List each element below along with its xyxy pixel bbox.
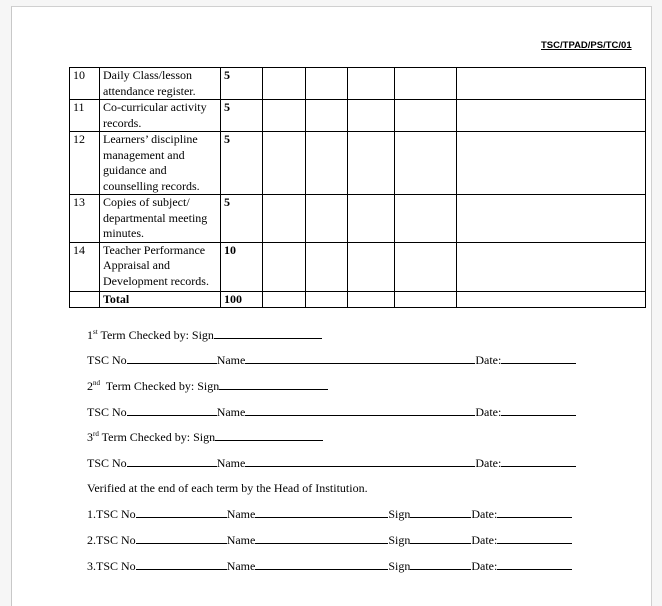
empty-cell[interactable] [348, 195, 395, 243]
total-label: Total [100, 291, 221, 308]
max-score: 5 [221, 195, 263, 243]
row-number: 10 [70, 68, 100, 100]
head3-date-field[interactable] [497, 558, 572, 570]
record-item: Co-curricular activity records. [100, 100, 221, 132]
empty-cell[interactable] [306, 242, 348, 291]
head1-tsc-field[interactable] [136, 506, 227, 518]
empty-cell[interactable] [348, 132, 395, 195]
term2-sign-field[interactable] [219, 378, 328, 390]
empty-cell[interactable] [306, 68, 348, 100]
head1-date-field[interactable] [497, 506, 572, 518]
term1-details-line: TSC No Name Date: [87, 352, 576, 367]
total-score: 100 [221, 291, 263, 308]
head-verification-line-2: 2.TSC No Name Sign Date: [87, 532, 572, 547]
empty-cell[interactable] [263, 291, 306, 308]
term2-details-line: TSC No Name Date: [87, 404, 576, 419]
max-score: 5 [221, 132, 263, 195]
empty-cell[interactable] [457, 100, 646, 132]
head-verification-line-3: 3.TSC No Name Sign Date: [87, 558, 572, 573]
term2-checked-line: 2nd Term Checked by: Sign [87, 378, 328, 393]
row-number: 14 [70, 242, 100, 291]
empty-cell[interactable] [348, 100, 395, 132]
head2-date-field[interactable] [497, 532, 572, 544]
empty-cell[interactable] [263, 100, 306, 132]
empty-cell[interactable] [348, 291, 395, 308]
row-number: 11 [70, 100, 100, 132]
empty-cell[interactable] [395, 242, 457, 291]
empty-cell[interactable] [395, 132, 457, 195]
table-row [70, 68, 646, 100]
term3-details-line: TSC No Name Date: [87, 455, 576, 470]
max-score: 10 [221, 242, 263, 291]
term3-sign-field[interactable] [215, 429, 323, 441]
term1-date-field[interactable] [501, 352, 576, 364]
term1-tsc-field[interactable] [127, 352, 217, 364]
empty-cell[interactable] [395, 100, 457, 132]
term3-name-field[interactable] [245, 455, 475, 467]
empty-cell[interactable] [457, 195, 646, 243]
empty-cell[interactable] [263, 242, 306, 291]
table-row [70, 242, 646, 291]
term2-date-field[interactable] [501, 404, 576, 416]
row-number: 13 [70, 195, 100, 243]
head3-sign-field[interactable] [410, 558, 471, 570]
empty-cell[interactable] [306, 291, 348, 308]
row-number: 12 [70, 132, 100, 195]
empty-cell[interactable] [306, 132, 348, 195]
record-item: Learners’ discipline management and guidance and counselling records. [100, 132, 221, 195]
max-score: 5 [221, 68, 263, 100]
term1-checked-line: 1st Term Checked by: Sign [87, 327, 322, 342]
head3-tsc-field[interactable] [136, 558, 227, 570]
head2-sign-field[interactable] [410, 532, 471, 544]
head2-name-field[interactable] [255, 532, 388, 544]
verification-note: Verified at the end of each term by the Head of Institution. [87, 481, 368, 495]
term1-sign-field[interactable] [214, 327, 322, 339]
record-item: Copies of subject/ departmental meeting minutes. [100, 195, 221, 243]
row-number [70, 291, 100, 308]
head2-tsc-field[interactable] [136, 532, 227, 544]
table-row [70, 195, 646, 243]
term2-tsc-field[interactable] [127, 404, 217, 416]
empty-cell[interactable] [457, 68, 646, 100]
empty-cell[interactable] [457, 242, 646, 291]
empty-cell[interactable] [306, 100, 348, 132]
empty-cell[interactable] [263, 68, 306, 100]
document-code-reference: TSC/TPAD/PS/TC/01 [541, 40, 632, 51]
term3-checked-line: 3rd Term Checked by: Sign [87, 429, 323, 444]
empty-cell[interactable] [306, 195, 348, 243]
head1-sign-field[interactable] [410, 506, 471, 518]
empty-cell[interactable] [395, 195, 457, 243]
term3-date-field[interactable] [501, 455, 576, 467]
table-row [70, 132, 646, 195]
empty-cell[interactable] [457, 132, 646, 195]
max-score: 5 [221, 100, 263, 132]
empty-cell[interactable] [263, 132, 306, 195]
head3-name-field[interactable] [255, 558, 388, 570]
empty-cell[interactable] [395, 291, 457, 308]
empty-cell[interactable] [457, 291, 646, 308]
records-checklist-table [69, 67, 646, 308]
empty-cell[interactable] [263, 195, 306, 243]
record-item: Daily Class/lesson attendance register. [100, 68, 221, 100]
total-row [70, 291, 646, 308]
head1-name-field[interactable] [255, 506, 388, 518]
empty-cell[interactable] [348, 68, 395, 100]
empty-cell[interactable] [395, 68, 457, 100]
table-row [70, 100, 646, 132]
head-verification-line-1: 1.TSC No Name Sign Date: [87, 506, 572, 521]
record-item: Teacher Performance Appraisal and Development records. [100, 242, 221, 291]
term3-tsc-field[interactable] [127, 455, 217, 467]
empty-cell[interactable] [348, 242, 395, 291]
term1-name-field[interactable] [245, 352, 475, 364]
term2-name-field[interactable] [245, 404, 475, 416]
